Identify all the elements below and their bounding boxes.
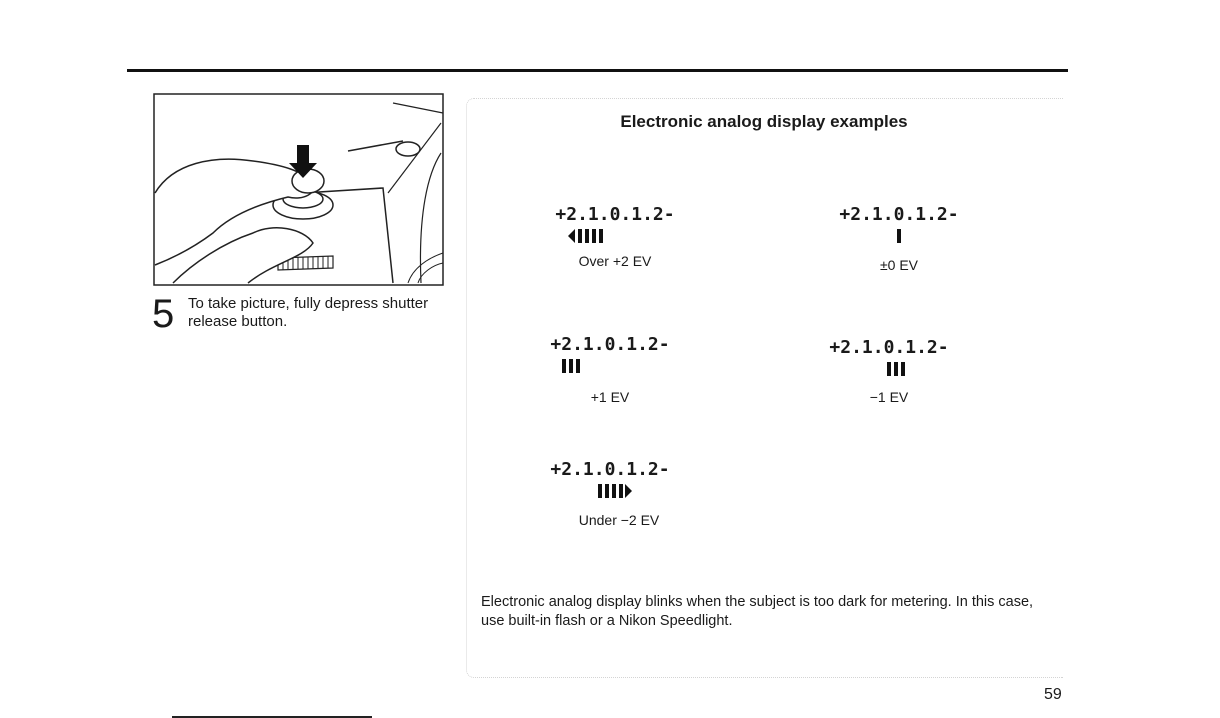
- ev-caption: Under −2 EV: [578, 512, 660, 528]
- arrow-right-icon: [625, 484, 632, 498]
- example-over-plus-2: [540, 205, 690, 269]
- ev-bar: [605, 484, 609, 498]
- ev-bar: [897, 229, 901, 243]
- ev-caption: −1 EV: [869, 389, 909, 405]
- arrow-left-icon: [568, 229, 575, 243]
- ev-bar: [599, 229, 603, 243]
- shutter-release-illustration: [153, 93, 444, 286]
- ev-bar: [576, 359, 580, 373]
- ev-bar: [887, 362, 891, 376]
- example-under-minus-2: [535, 460, 685, 528]
- panel-title: Electronic analog display examples: [620, 112, 908, 131]
- ev-bar: [612, 484, 616, 498]
- ev-scale: +2.1.0.1.2-: [550, 459, 670, 480]
- page-number: 59: [1044, 686, 1062, 703]
- ev-caption: ±0 EV: [879, 257, 919, 273]
- ev-bar: [569, 359, 573, 373]
- ev-caption: Over +2 EV: [578, 253, 652, 269]
- ev-scale: +2.1.0.1.2-: [555, 204, 675, 225]
- ev-bars: [535, 482, 685, 500]
- ev-bar: [578, 229, 582, 243]
- ev-scale: +2.1.0.1.2-: [829, 337, 949, 358]
- ev-bars: [814, 360, 964, 378]
- top-rule: [127, 69, 1068, 72]
- ev-bars: [824, 227, 974, 245]
- step-text: To take picture, fully depress shutter release button.: [188, 295, 429, 330]
- ev-bar: [585, 229, 589, 243]
- example-plus-1: [535, 335, 685, 405]
- step-number: 5: [152, 292, 175, 336]
- ev-bar: [901, 362, 905, 376]
- example-minus-1: [814, 338, 964, 405]
- ev-bar: [592, 229, 596, 243]
- ev-bars: [540, 227, 690, 245]
- metering-note: Electronic analog display blinks when the subject is too dark for metering. In this case, use built-in flash or a Nikon Speedlight.: [481, 594, 1034, 629]
- ev-scale: +2.1.0.1.2-: [839, 204, 959, 225]
- ev-caption: +1 EV: [590, 389, 630, 405]
- ev-scale: +2.1.0.1.2-: [550, 334, 670, 355]
- ev-bar: [562, 359, 566, 373]
- ev-bar: [894, 362, 898, 376]
- ev-bar: [619, 484, 623, 498]
- ev-bar: [598, 484, 602, 498]
- ev-bars: [535, 357, 685, 375]
- example-zero: [824, 205, 974, 273]
